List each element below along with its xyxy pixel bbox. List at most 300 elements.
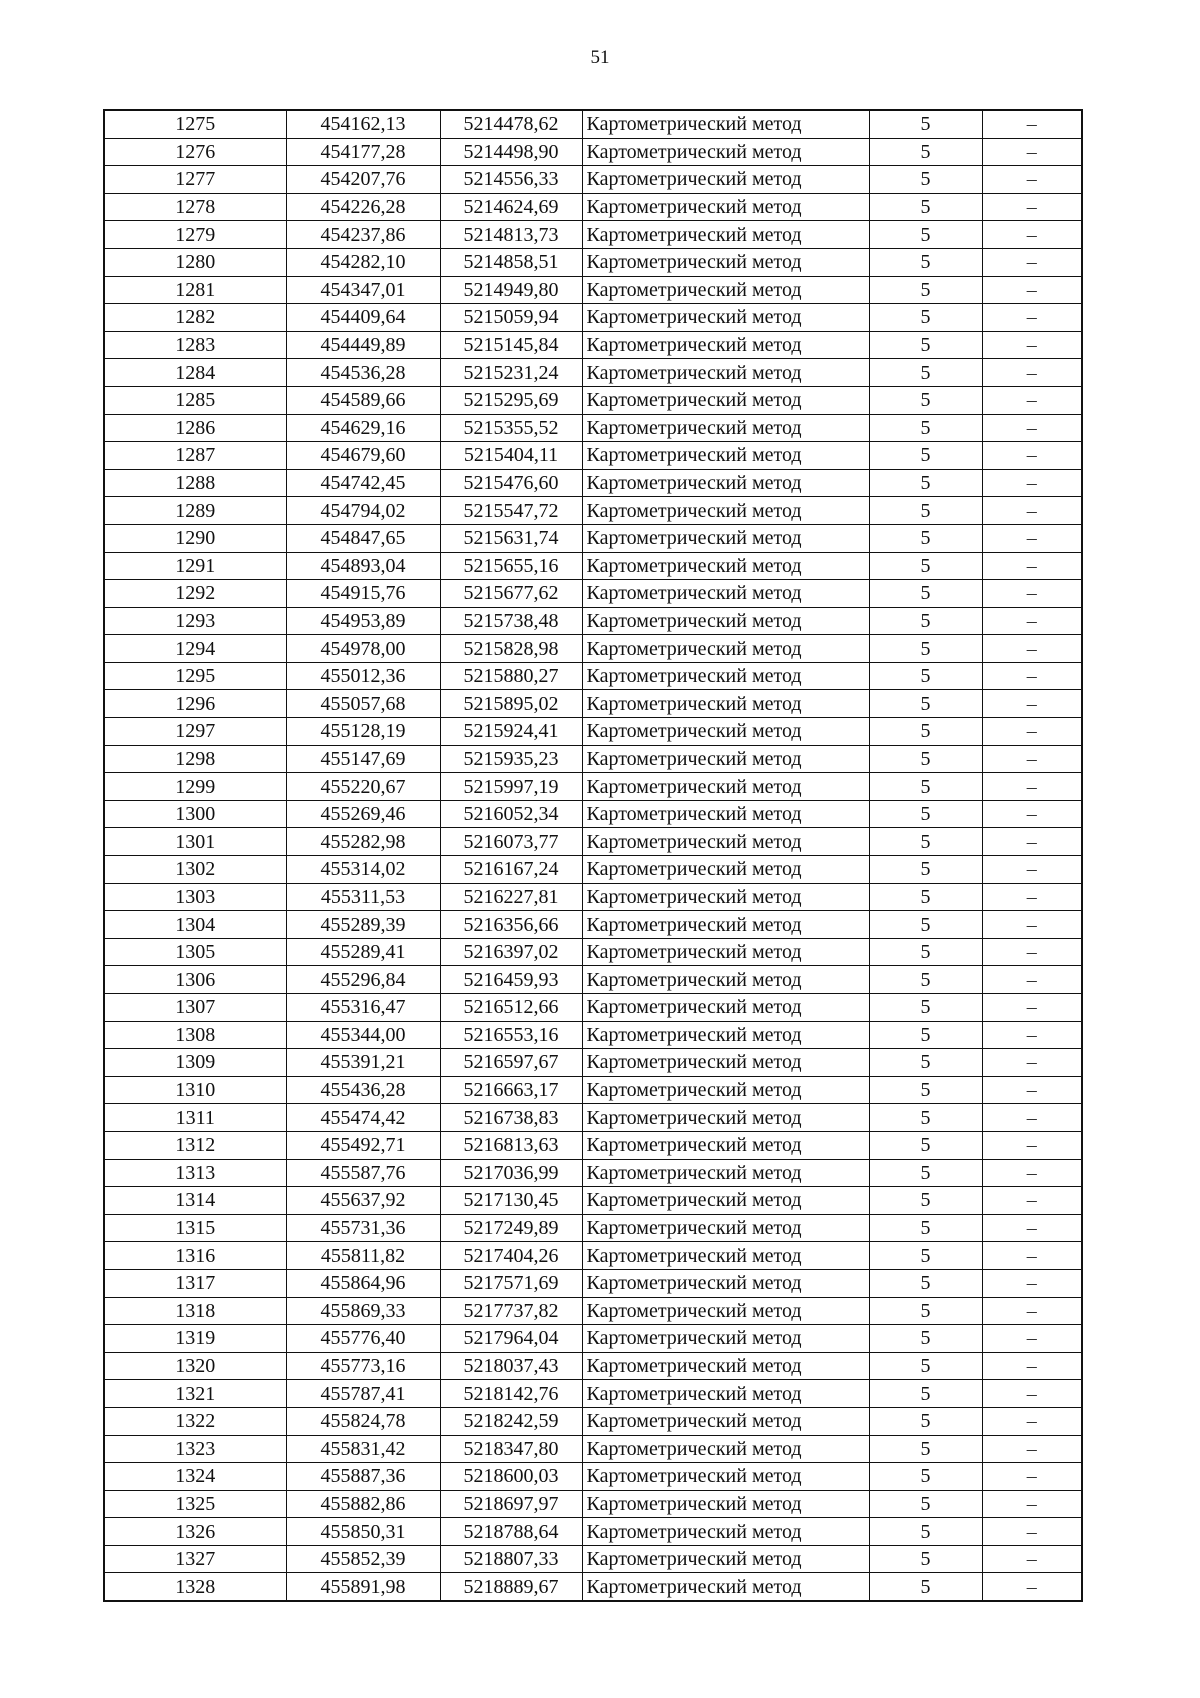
y-coordinate-cell: 5215935,23 [440,745,582,773]
method-cell: Картометрический метод [582,1242,869,1270]
table-row [104,524,1082,552]
x-coordinate-cell: 455316,47 [286,994,440,1022]
method-cell: Картометрический метод [582,552,869,580]
method-cell: Картометрический метод [582,138,869,166]
table-row [104,248,1082,276]
method-cell: Картометрический метод [582,1490,869,1518]
accuracy-cell: 5 [869,1545,982,1573]
accuracy-cell: 5 [869,607,982,635]
y-coordinate-cell: 5216167,24 [440,856,582,884]
table-row [104,690,1082,718]
x-coordinate-cell: 455436,28 [286,1076,440,1104]
table-row [104,1242,1082,1270]
note-cell: – [982,1049,1082,1077]
table-row [104,1490,1082,1518]
table-row [104,607,1082,635]
y-coordinate-cell: 5218788,64 [440,1518,582,1546]
point-number-cell: 1298 [104,745,286,773]
accuracy-cell: 5 [869,1325,982,1353]
table-row [104,635,1082,663]
method-cell: Картометрический метод [582,1545,869,1573]
method-cell: Картометрический метод [582,1269,869,1297]
point-number-cell: 1321 [104,1380,286,1408]
table-row [104,1352,1082,1380]
method-cell: Картометрический метод [582,442,869,470]
table-row [104,304,1082,332]
x-coordinate-cell: 455731,36 [286,1214,440,1242]
y-coordinate-cell: 5215059,94 [440,304,582,332]
y-coordinate-cell: 5218347,80 [440,1435,582,1463]
accuracy-cell: 5 [869,856,982,884]
note-cell: – [982,1573,1082,1601]
method-cell: Картометрический метод [582,966,869,994]
y-coordinate-cell: 5215924,41 [440,718,582,746]
table-row [104,1269,1082,1297]
point-number-cell: 1287 [104,442,286,470]
x-coordinate-cell: 455296,84 [286,966,440,994]
point-number-cell: 1284 [104,359,286,387]
table-row [104,193,1082,221]
y-coordinate-cell: 5215404,11 [440,442,582,470]
accuracy-cell: 5 [869,414,982,442]
x-coordinate-cell: 455587,76 [286,1159,440,1187]
accuracy-cell: 5 [869,221,982,249]
point-number-cell: 1316 [104,1242,286,1270]
method-cell: Картометрический метод [582,1352,869,1380]
note-cell: – [982,276,1082,304]
x-coordinate-cell: 454794,02 [286,497,440,525]
point-number-cell: 1276 [104,138,286,166]
accuracy-cell: 5 [869,1352,982,1380]
accuracy-cell: 5 [869,1297,982,1325]
x-coordinate-cell: 454589,66 [286,386,440,414]
y-coordinate-cell: 5215145,84 [440,331,582,359]
table-row [104,773,1082,801]
method-cell: Картометрический метод [582,718,869,746]
x-coordinate-cell: 454536,28 [286,359,440,387]
y-coordinate-cell: 5216553,16 [440,1021,582,1049]
method-cell: Картометрический метод [582,911,869,939]
accuracy-cell: 5 [869,359,982,387]
point-number-cell: 1296 [104,690,286,718]
table-row [104,1435,1082,1463]
point-number-cell: 1326 [104,1518,286,1546]
method-cell: Картометрический метод [582,883,869,911]
note-cell: – [982,1297,1082,1325]
y-coordinate-cell: 5215295,69 [440,386,582,414]
method-cell: Картометрический метод [582,690,869,718]
note-cell: – [982,662,1082,690]
note-cell: – [982,856,1082,884]
method-cell: Картометрический метод [582,1297,869,1325]
x-coordinate-cell: 455220,67 [286,773,440,801]
point-number-cell: 1306 [104,966,286,994]
table-row [104,331,1082,359]
table-row [104,1049,1082,1077]
method-cell: Картометрический метод [582,1325,869,1353]
point-number-cell: 1303 [104,883,286,911]
note-cell: – [982,497,1082,525]
y-coordinate-cell: 5215231,24 [440,359,582,387]
y-coordinate-cell: 5214949,80 [440,276,582,304]
method-cell: Картометрический метод [582,773,869,801]
note-cell: – [982,1159,1082,1187]
point-number-cell: 1320 [104,1352,286,1380]
y-coordinate-cell: 5215631,74 [440,524,582,552]
accuracy-cell: 5 [869,166,982,194]
point-number-cell: 1300 [104,800,286,828]
x-coordinate-cell: 455147,69 [286,745,440,773]
accuracy-cell: 5 [869,635,982,663]
note-cell: – [982,994,1082,1022]
table-row [104,580,1082,608]
y-coordinate-cell: 5215880,27 [440,662,582,690]
note-cell: – [982,800,1082,828]
point-number-cell: 1323 [104,1435,286,1463]
y-coordinate-cell: 5216073,77 [440,828,582,856]
x-coordinate-cell: 455314,02 [286,856,440,884]
x-coordinate-cell: 454915,76 [286,580,440,608]
point-number-cell: 1297 [104,718,286,746]
note-cell: – [982,1269,1082,1297]
accuracy-cell: 5 [869,911,982,939]
method-cell: Картометрический метод [582,1104,869,1132]
point-number-cell: 1317 [104,1269,286,1297]
y-coordinate-cell: 5217036,99 [440,1159,582,1187]
table-row [104,1021,1082,1049]
accuracy-cell: 5 [869,662,982,690]
point-number-cell: 1302 [104,856,286,884]
method-cell: Картометрический метод [582,524,869,552]
note-cell: – [982,828,1082,856]
point-number-cell: 1275 [104,110,286,138]
x-coordinate-cell: 454237,86 [286,221,440,249]
note-cell: – [982,1021,1082,1049]
method-cell: Картометрический метод [582,1463,869,1491]
table-row [104,386,1082,414]
method-cell: Картометрический метод [582,414,869,442]
method-cell: Картометрический метод [582,331,869,359]
table-row [104,1214,1082,1242]
method-cell: Картометрический метод [582,938,869,966]
x-coordinate-cell: 454449,89 [286,331,440,359]
note-cell: – [982,138,1082,166]
note-cell: – [982,110,1082,138]
note-cell: – [982,524,1082,552]
table-row [104,552,1082,580]
method-cell: Картометрический метод [582,248,869,276]
x-coordinate-cell: 455269,46 [286,800,440,828]
note-cell: – [982,1518,1082,1546]
point-number-cell: 1291 [104,552,286,580]
table-row [104,221,1082,249]
accuracy-cell: 5 [869,580,982,608]
accuracy-cell: 5 [869,1104,982,1132]
x-coordinate-cell: 454742,45 [286,469,440,497]
accuracy-cell: 5 [869,386,982,414]
accuracy-cell: 5 [869,1049,982,1077]
table-row [104,800,1082,828]
table-row [104,745,1082,773]
table-row [104,469,1082,497]
method-cell: Картометрический метод [582,276,869,304]
y-coordinate-cell: 5216738,83 [440,1104,582,1132]
table-row [104,359,1082,387]
method-cell: Картометрический метод [582,469,869,497]
note-cell: – [982,773,1082,801]
y-coordinate-cell: 5217130,45 [440,1187,582,1215]
point-number-cell: 1286 [104,414,286,442]
x-coordinate-cell: 455852,39 [286,1545,440,1573]
accuracy-cell: 5 [869,1187,982,1215]
method-cell: Картометрический метод [582,386,869,414]
method-cell: Картометрический метод [582,1076,869,1104]
point-number-cell: 1292 [104,580,286,608]
x-coordinate-cell: 455882,86 [286,1490,440,1518]
table-row [104,856,1082,884]
accuracy-cell: 5 [869,773,982,801]
accuracy-cell: 5 [869,1407,982,1435]
accuracy-cell: 5 [869,193,982,221]
x-coordinate-cell: 454893,04 [286,552,440,580]
note-cell: – [982,580,1082,608]
table-row [104,1380,1082,1408]
accuracy-cell: 5 [869,1490,982,1518]
y-coordinate-cell: 5218142,76 [440,1380,582,1408]
y-coordinate-cell: 5215547,72 [440,497,582,525]
accuracy-cell: 5 [869,304,982,332]
point-number-cell: 1294 [104,635,286,663]
note-cell: – [982,1435,1082,1463]
method-cell: Картометрический метод [582,745,869,773]
method-cell: Картометрический метод [582,166,869,194]
accuracy-cell: 5 [869,883,982,911]
x-coordinate-cell: 454282,10 [286,248,440,276]
method-cell: Картометрический метод [582,1049,869,1077]
method-cell: Картометрический метод [582,1380,869,1408]
x-coordinate-cell: 455824,78 [286,1407,440,1435]
x-coordinate-cell: 454226,28 [286,193,440,221]
method-cell: Картометрический метод [582,110,869,138]
x-coordinate-cell: 454409,64 [286,304,440,332]
x-coordinate-cell: 455776,40 [286,1325,440,1353]
accuracy-cell: 5 [869,1269,982,1297]
y-coordinate-cell: 5216813,63 [440,1131,582,1159]
accuracy-cell: 5 [869,966,982,994]
x-coordinate-cell: 454207,76 [286,166,440,194]
note-cell: – [982,193,1082,221]
y-coordinate-cell: 5215997,19 [440,773,582,801]
note-cell: – [982,331,1082,359]
y-coordinate-cell: 5217737,82 [440,1297,582,1325]
table-row [104,994,1082,1022]
point-number-cell: 1310 [104,1076,286,1104]
point-number-cell: 1283 [104,331,286,359]
x-coordinate-cell: 455637,92 [286,1187,440,1215]
table-row [104,1573,1082,1601]
method-cell: Картометрический метод [582,1214,869,1242]
x-coordinate-cell: 455282,98 [286,828,440,856]
table-row [104,883,1082,911]
note-cell: – [982,1076,1082,1104]
point-number-cell: 1280 [104,248,286,276]
point-number-cell: 1307 [104,994,286,1022]
accuracy-cell: 5 [869,1518,982,1546]
y-coordinate-cell: 5216512,66 [440,994,582,1022]
accuracy-cell: 5 [869,690,982,718]
note-cell: – [982,359,1082,387]
note-cell: – [982,718,1082,746]
method-cell: Картометрический метод [582,856,869,884]
y-coordinate-cell: 5216356,66 [440,911,582,939]
point-number-cell: 1281 [104,276,286,304]
y-coordinate-cell: 5214556,33 [440,166,582,194]
note-cell: – [982,414,1082,442]
method-cell: Картометрический метод [582,304,869,332]
method-cell: Картометрический метод [582,1407,869,1435]
x-coordinate-cell: 454953,89 [286,607,440,635]
accuracy-cell: 5 [869,1076,982,1104]
x-coordinate-cell: 455787,41 [286,1380,440,1408]
point-number-cell: 1305 [104,938,286,966]
x-coordinate-cell: 455891,98 [286,1573,440,1601]
note-cell: – [982,1325,1082,1353]
y-coordinate-cell: 5214624,69 [440,193,582,221]
table-row [104,1187,1082,1215]
y-coordinate-cell: 5214858,51 [440,248,582,276]
method-cell: Картометрический метод [582,635,869,663]
x-coordinate-cell: 455012,36 [286,662,440,690]
method-cell: Картометрический метод [582,662,869,690]
note-cell: – [982,1104,1082,1132]
table-row [104,1104,1082,1132]
accuracy-cell: 5 [869,331,982,359]
x-coordinate-cell: 455492,71 [286,1131,440,1159]
note-cell: – [982,552,1082,580]
x-coordinate-cell: 454978,00 [286,635,440,663]
x-coordinate-cell: 454177,28 [286,138,440,166]
accuracy-cell: 5 [869,745,982,773]
point-number-cell: 1288 [104,469,286,497]
method-cell: Картометрический метод [582,1021,869,1049]
note-cell: – [982,911,1082,939]
method-cell: Картометрический метод [582,1518,869,1546]
point-number-cell: 1328 [104,1573,286,1601]
point-number-cell: 1325 [104,1490,286,1518]
y-coordinate-cell: 5218697,97 [440,1490,582,1518]
x-coordinate-cell: 455344,00 [286,1021,440,1049]
accuracy-cell: 5 [869,800,982,828]
y-coordinate-cell: 5216597,67 [440,1049,582,1077]
y-coordinate-cell: 5217404,26 [440,1242,582,1270]
accuracy-cell: 5 [869,1573,982,1601]
x-coordinate-cell: 455311,53 [286,883,440,911]
accuracy-cell: 5 [869,248,982,276]
note-cell: – [982,1214,1082,1242]
point-number-cell: 1277 [104,166,286,194]
accuracy-cell: 5 [869,442,982,470]
y-coordinate-cell: 5217571,69 [440,1269,582,1297]
table-row [104,911,1082,939]
accuracy-cell: 5 [869,1159,982,1187]
point-number-cell: 1299 [104,773,286,801]
note-cell: – [982,966,1082,994]
x-coordinate-cell: 454347,01 [286,276,440,304]
y-coordinate-cell: 5216459,93 [440,966,582,994]
x-coordinate-cell: 455057,68 [286,690,440,718]
y-coordinate-cell: 5218242,59 [440,1407,582,1435]
point-number-cell: 1312 [104,1131,286,1159]
point-number-cell: 1293 [104,607,286,635]
accuracy-cell: 5 [869,718,982,746]
x-coordinate-cell: 455289,41 [286,938,440,966]
point-number-cell: 1318 [104,1297,286,1325]
point-number-cell: 1285 [104,386,286,414]
note-cell: – [982,938,1082,966]
method-cell: Картометрический метод [582,193,869,221]
y-coordinate-cell: 5218600,03 [440,1463,582,1491]
accuracy-cell: 5 [869,994,982,1022]
method-cell: Картометрический метод [582,580,869,608]
x-coordinate-cell: 454847,65 [286,524,440,552]
note-cell: – [982,1545,1082,1573]
note-cell: – [982,635,1082,663]
y-coordinate-cell: 5216052,34 [440,800,582,828]
note-cell: – [982,1242,1082,1270]
table-row [104,828,1082,856]
table-row [104,1131,1082,1159]
point-number-cell: 1314 [104,1187,286,1215]
note-cell: – [982,166,1082,194]
point-number-cell: 1289 [104,497,286,525]
table-row [104,1159,1082,1187]
note-cell: – [982,1187,1082,1215]
x-coordinate-cell: 454679,60 [286,442,440,470]
y-coordinate-cell: 5218037,43 [440,1352,582,1380]
y-coordinate-cell: 5215738,48 [440,607,582,635]
table-row [104,1325,1082,1353]
table-row [104,442,1082,470]
point-number-cell: 1282 [104,304,286,332]
table-row [104,414,1082,442]
point-number-cell: 1313 [104,1159,286,1187]
y-coordinate-cell: 5215355,52 [440,414,582,442]
y-coordinate-cell: 5217964,04 [440,1325,582,1353]
accuracy-cell: 5 [869,276,982,304]
table-row [104,966,1082,994]
table-row [104,1518,1082,1546]
accuracy-cell: 5 [869,1380,982,1408]
accuracy-cell: 5 [869,524,982,552]
table-row [104,1407,1082,1435]
x-coordinate-cell: 455850,31 [286,1518,440,1546]
note-cell: – [982,469,1082,497]
x-coordinate-cell: 455811,82 [286,1242,440,1270]
note-cell: – [982,442,1082,470]
method-cell: Картометрический метод [582,1435,869,1463]
x-coordinate-cell: 454162,13 [286,110,440,138]
point-number-cell: 1295 [104,662,286,690]
note-cell: – [982,221,1082,249]
table-row [104,662,1082,690]
method-cell: Картометрический метод [582,1131,869,1159]
table-row [104,1076,1082,1104]
y-coordinate-cell: 5215895,02 [440,690,582,718]
y-coordinate-cell: 5215677,62 [440,580,582,608]
table-row [104,938,1082,966]
y-coordinate-cell: 5215655,16 [440,552,582,580]
point-number-cell: 1290 [104,524,286,552]
